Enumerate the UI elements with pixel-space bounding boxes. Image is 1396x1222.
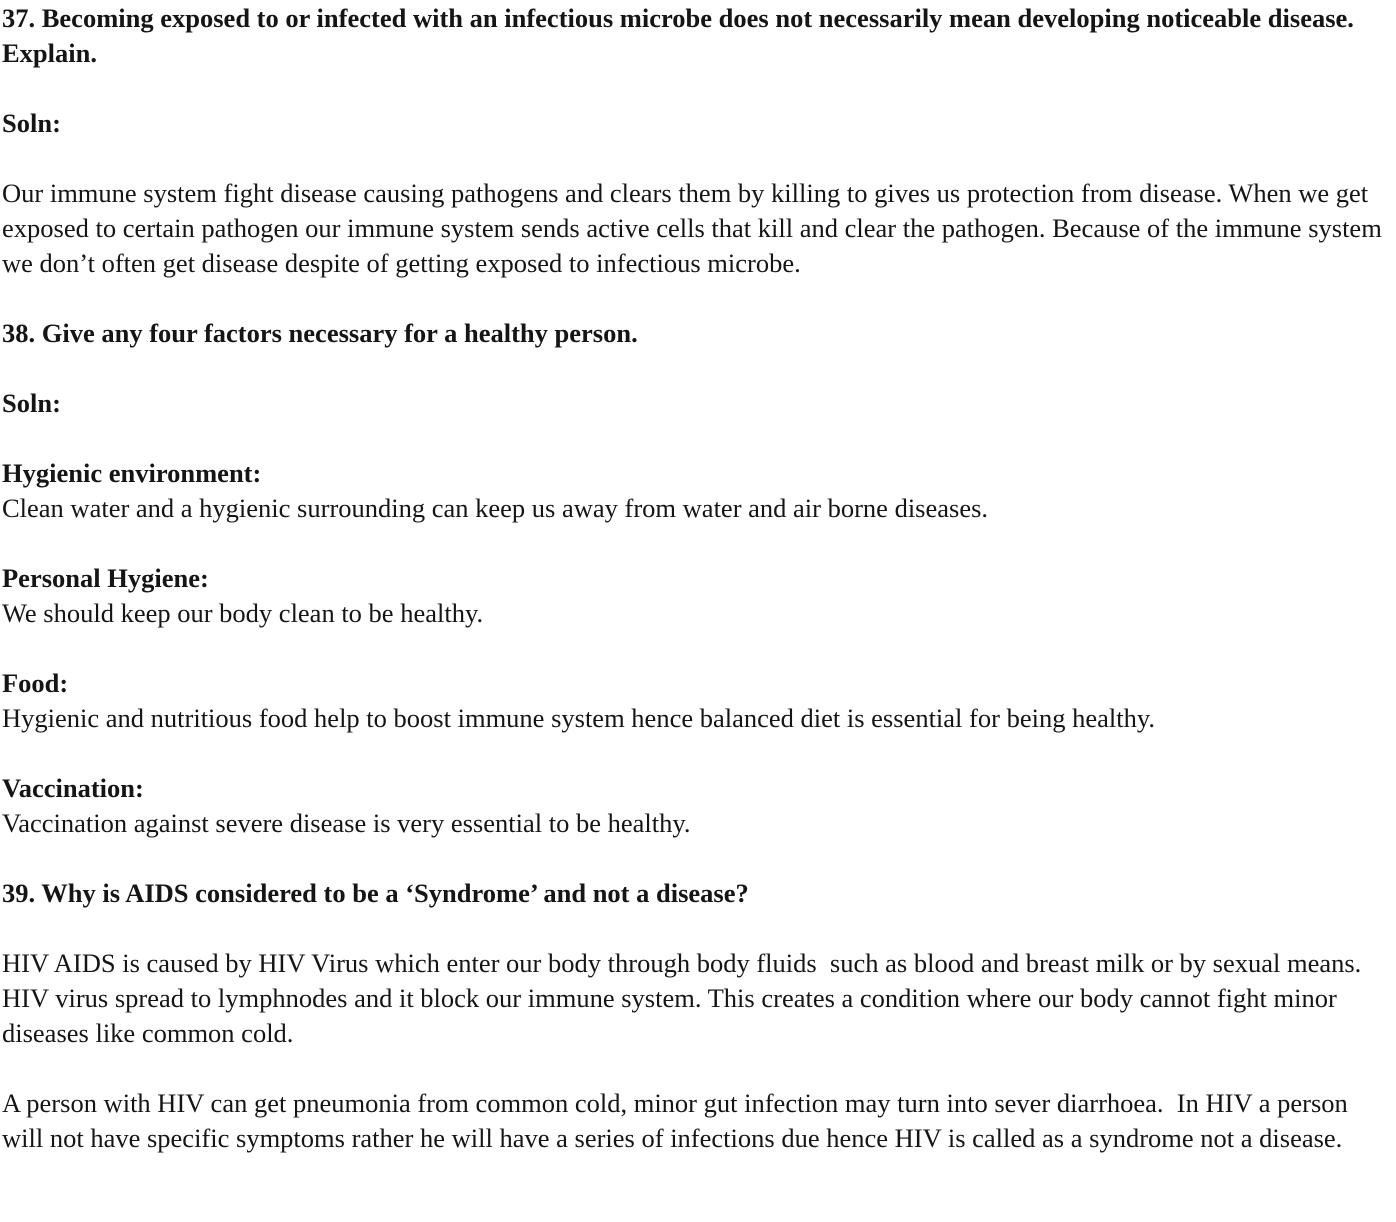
question-37-heading: 37. Becoming exposed to or infected with an infectious microbe does not necessarily mean developing noticeable disease. Explain. xyxy=(2,3,1361,68)
question-39-answer-paragraph-1: HIV AIDS is caused by HIV Virus which enter our body through body fluids such as blood and breast milk or by sexual means. HIV virus spread to lymphnodes and it block our immune system. This creates a condition where our body cannot fight minor diseases like common cold. xyxy=(2,948,1368,1048)
factor-text: Hygienic and nutritious food help to boost immune system hence balanced diet is essential for being healthy. xyxy=(2,703,1155,733)
factor-text: Clean water and a hygienic surrounding can keep us away from water and air borne diseases. xyxy=(2,493,989,523)
factor-text: We should keep our body clean to be healthy. xyxy=(2,598,484,628)
question-37-soln-label: Soln: xyxy=(2,108,61,138)
question-37-answer: Our immune system fight disease causing pathogens and clears them by killing to gives us protection from disease. When we get exposed to certain pathogen our immune system sends active cells that kill and clear the pathogen. Because of the immune system we don’t often get disease despite of getting exposed to infectious microbe. xyxy=(2,178,1389,278)
factor-hygienic-environment xyxy=(2,456,1394,526)
factor-title: Hygienic environment: xyxy=(2,458,262,488)
factor-vaccination xyxy=(2,771,1394,841)
factor-title: Personal Hygiene: xyxy=(2,563,209,593)
factor-personal-hygiene xyxy=(2,561,1394,631)
question-38-heading: 38. Give any four factors necessary for a healthy person. xyxy=(2,318,638,348)
factor-title: Food: xyxy=(2,668,69,698)
factor-text: Vaccination against severe disease is very essential to be healthy. xyxy=(2,808,691,838)
factor-food xyxy=(2,666,1394,736)
question-39-heading: 39. Why is AIDS considered to be a ‘Syndrome’ and not a disease? xyxy=(2,878,749,908)
factor-title: Vaccination: xyxy=(2,773,144,803)
question-38-soln-label: Soln: xyxy=(2,388,61,418)
question-37-section xyxy=(2,1,1394,281)
question-39-section xyxy=(2,876,1394,1156)
question-38-section xyxy=(2,316,1394,841)
question-39-answer-paragraph-2: A person with HIV can get pneumonia from common cold, minor gut infection may turn into sever diarrhoea. In HIV a person will not have specific symptoms rather he will have a series of infections due hence HIV is called as a syndrome not a disease. xyxy=(2,1088,1355,1153)
